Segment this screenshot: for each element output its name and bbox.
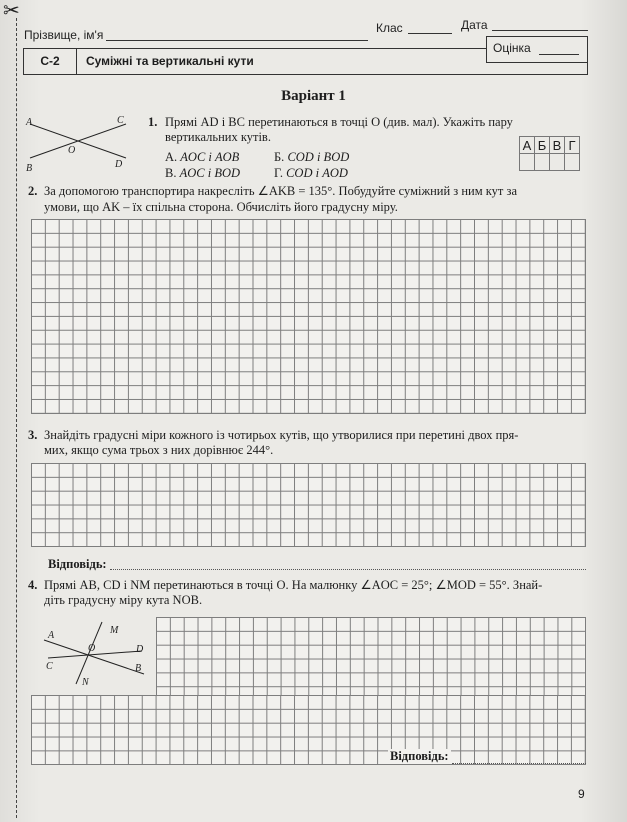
date-field[interactable]: [492, 30, 588, 31]
answer-header-v: В: [550, 137, 565, 154]
grade-field[interactable]: [539, 54, 579, 55]
task4-answer-label: Відповідь:: [390, 749, 449, 763]
task1-option-b[interactable]: [274, 150, 349, 165]
label-o: O: [88, 643, 96, 654]
answer-header-a: А: [520, 137, 535, 154]
topic-title: Суміжні та вертикальні кути: [86, 54, 254, 68]
topic-code: С-2: [24, 49, 77, 74]
option-text: AOC і BOD: [179, 166, 241, 180]
task1-option-a[interactable]: [165, 150, 239, 165]
task1-text-line1: Прямі AD і BC перетинаються в точці O (див. мал). Укажіть пару: [165, 115, 513, 129]
label-c: C: [46, 661, 53, 672]
answer-cell-b[interactable]: [535, 154, 550, 171]
task3-answer-line[interactable]: [110, 569, 586, 570]
label-b: B: [26, 163, 33, 172]
task4-text-line1: Прямі AB, CD і NM перетинаються в точці O. На малюнку ∠AOC = 25°; ∠MOD = 55°. Знай-: [44, 578, 543, 592]
task4-grid-lower[interactable]: [31, 695, 586, 765]
task1-figure: [24, 112, 134, 172]
label-d: D: [136, 644, 144, 655]
answer-table: [519, 136, 580, 171]
task4-figure: [38, 618, 156, 690]
label-a: A: [26, 117, 33, 128]
task4-answer-line[interactable]: [452, 763, 586, 764]
answer-cell-v[interactable]: [550, 154, 565, 171]
task4-text-line2: діть градусну міру кута NOB.: [44, 593, 203, 607]
option-text: AOC і AOB: [180, 150, 240, 164]
name-field[interactable]: [106, 40, 368, 41]
task2-number: 2.: [28, 184, 38, 198]
answer-cell-g[interactable]: [565, 154, 580, 171]
date-label: Дата: [461, 18, 488, 32]
task4-number: 4.: [28, 578, 38, 592]
task1-number: 1.: [148, 115, 158, 129]
task2-grid[interactable]: [31, 219, 586, 414]
name-label: Прізвище, ім'я: [24, 28, 104, 42]
task3-grid[interactable]: [31, 463, 586, 547]
label-a: A: [48, 630, 55, 641]
task1-option-v[interactable]: [165, 166, 240, 181]
label-o: O: [68, 145, 76, 156]
option-letter: Б.: [274, 150, 285, 164]
variant-title: Варіант 1: [281, 88, 346, 104]
cut-line: [16, 18, 17, 818]
option-letter: В.: [165, 166, 177, 180]
task1-option-g[interactable]: [274, 166, 348, 181]
label-d: D: [115, 159, 123, 170]
class-field[interactable]: [408, 33, 452, 34]
class-label: Клас: [376, 21, 403, 35]
task3-text-line2: мих, якщо сума трьох з них дорівнює 244°.: [44, 443, 274, 457]
option-text: COD і BOD: [287, 150, 350, 164]
label-m: M: [110, 625, 119, 636]
answer-cell-a[interactable]: [520, 154, 535, 171]
task1-text-line2: вертикальних кутів.: [165, 130, 271, 144]
label-c: C: [117, 115, 124, 126]
label-n: N: [82, 677, 89, 688]
option-letter: А.: [165, 150, 178, 164]
task3-text-line1: Знайдіть градусні міри кожного із чотирьох кутів, що утворилися при перетині двох пря-: [44, 428, 519, 442]
option-text: COD і AOD: [286, 166, 348, 180]
option-letter: Г.: [274, 166, 283, 180]
scissors-icon: ✂: [3, 0, 20, 22]
answer-header-g: Г: [565, 137, 580, 154]
task3-answer-label: Відповідь:: [48, 557, 107, 571]
task4-grid-upper[interactable]: [156, 617, 586, 701]
page-number: 9: [578, 787, 585, 801]
answer-header-b: Б: [535, 137, 550, 154]
grade-label: Оцінка: [493, 41, 531, 55]
task2-text-line1: За допомогою транспортира накресліть ∠AKB = 135°. Побудуйте суміжний з ним кут за: [44, 184, 517, 198]
grade-box: [486, 36, 588, 63]
task2-text-line2: умови, що AK – їх спільна сторона. Обчисліть його градусну міру.: [44, 200, 398, 214]
task3-number: 3.: [28, 428, 38, 442]
label-b: B: [135, 663, 142, 674]
